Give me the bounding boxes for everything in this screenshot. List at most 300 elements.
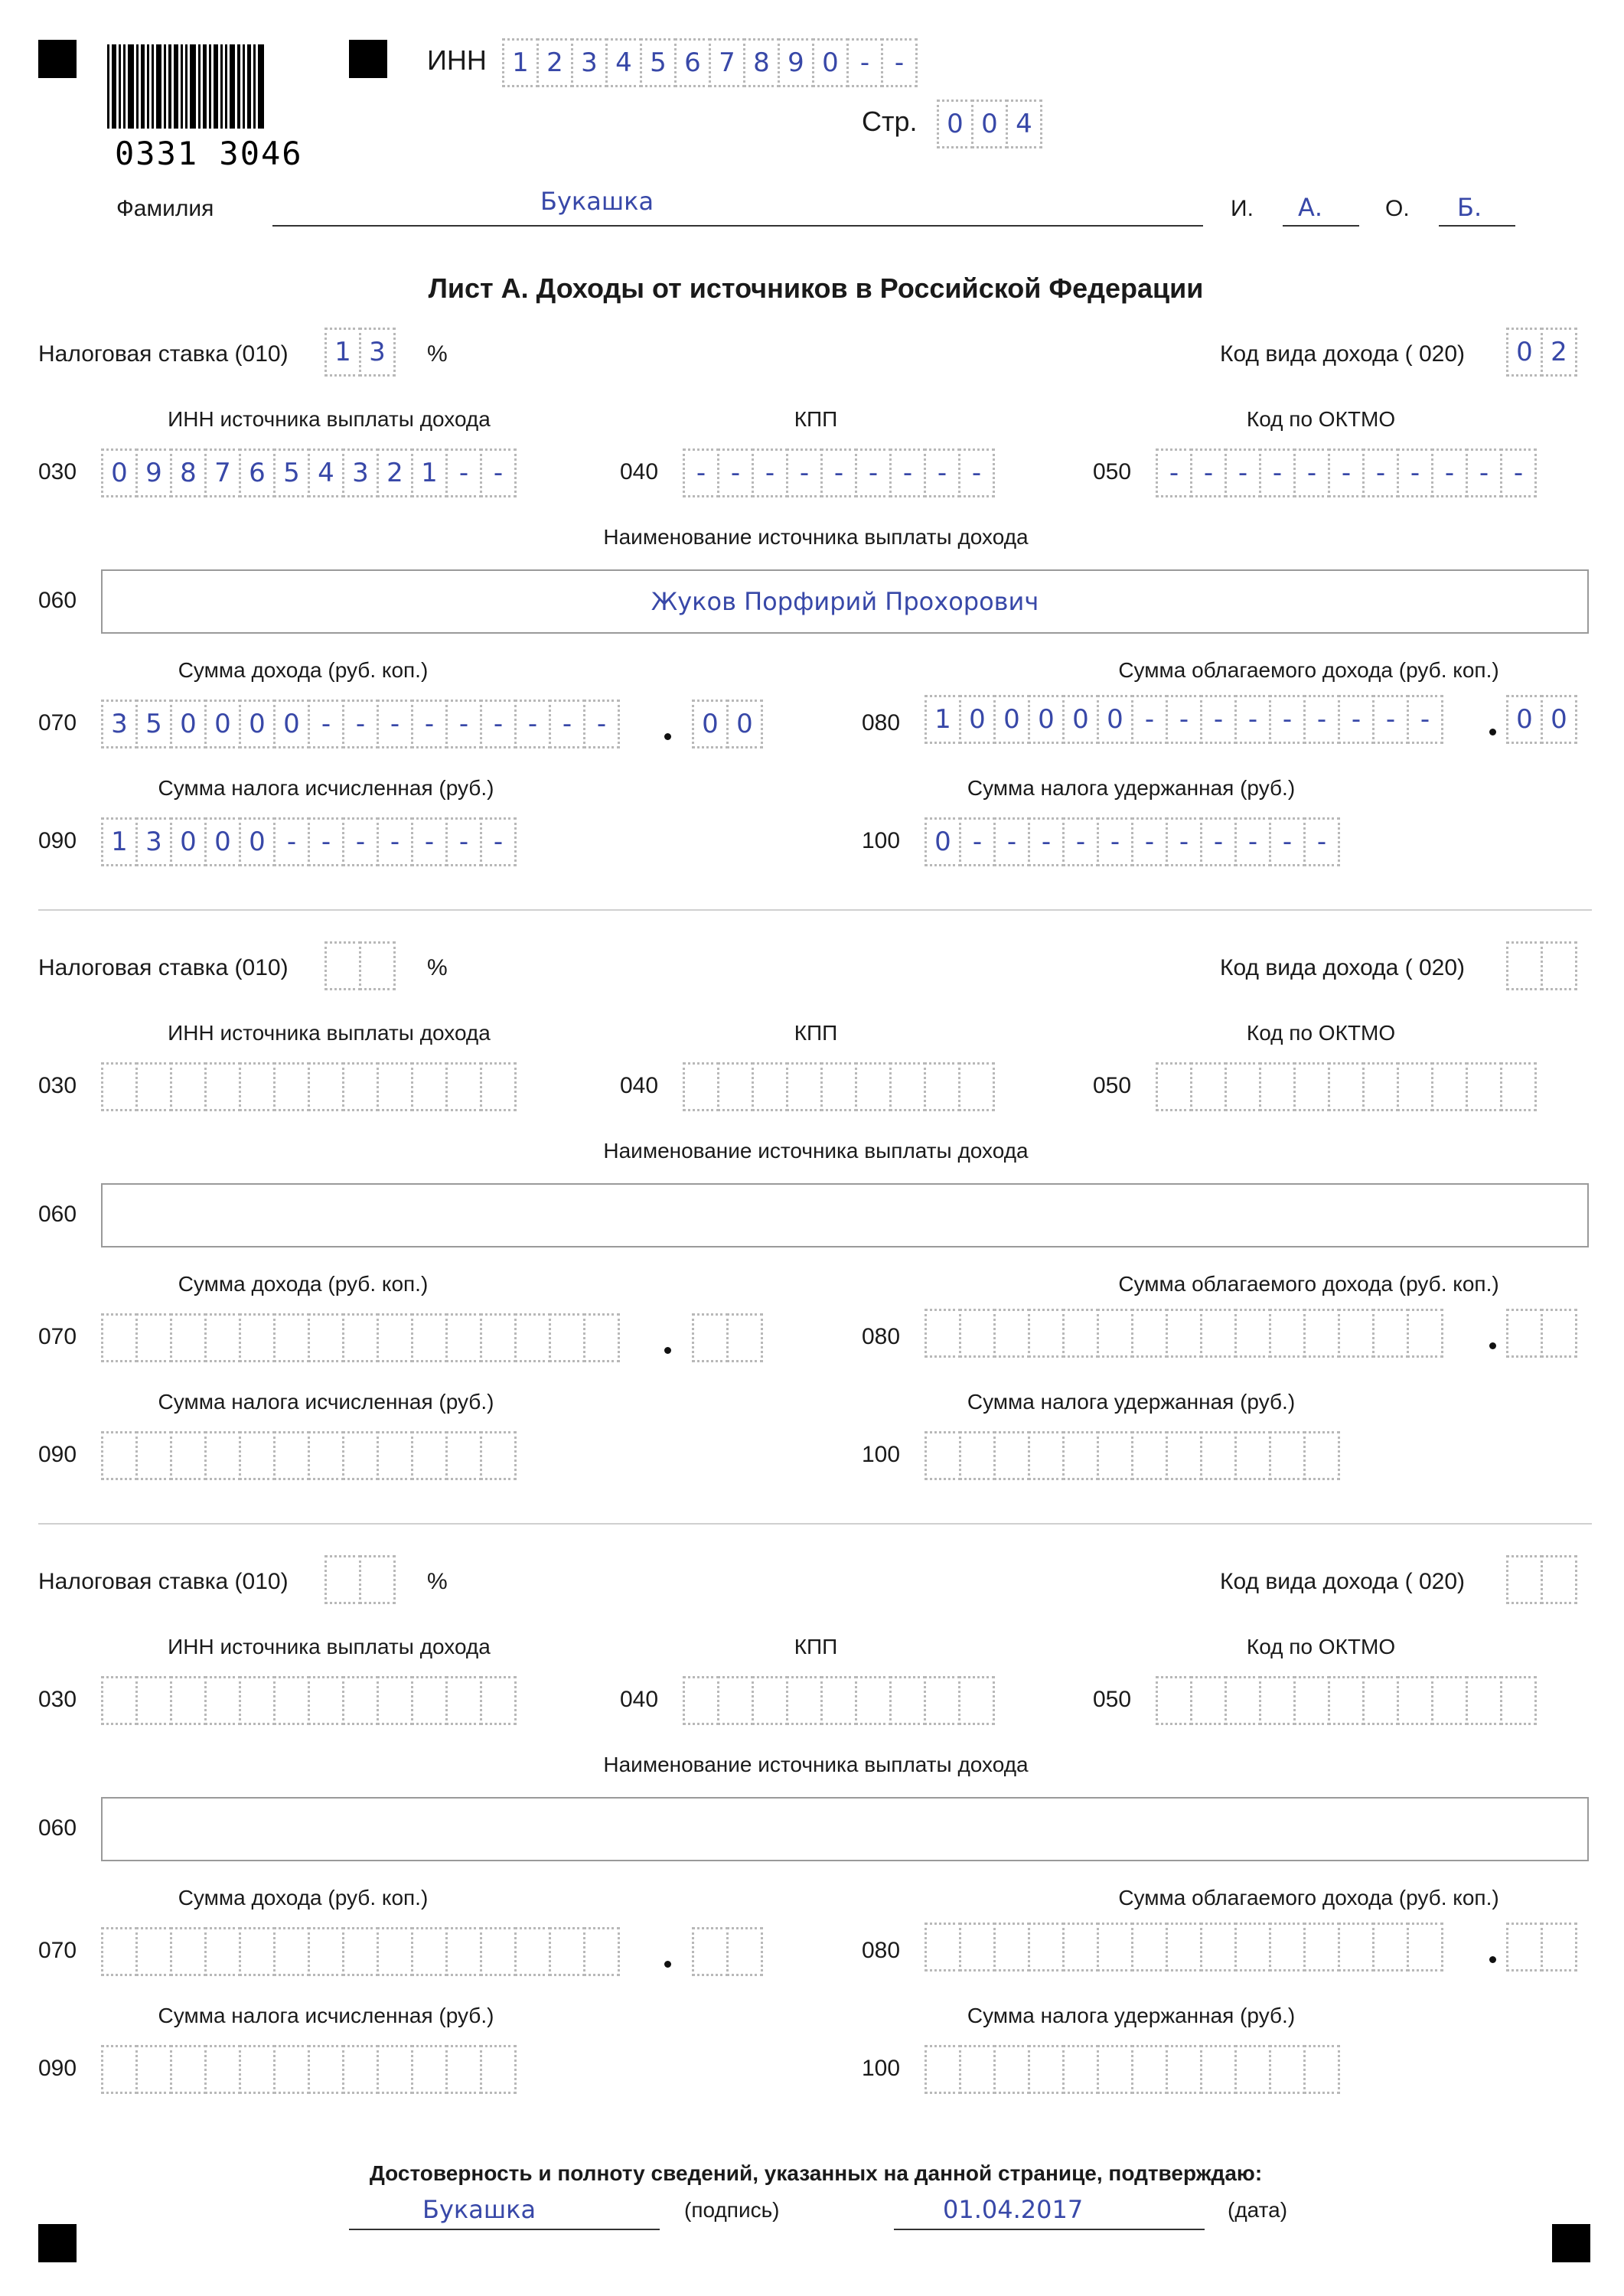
block-1-income-code-cells[interactable] (1506, 328, 1577, 377)
block-1-income-rub-cell[interactable]: 5 (135, 700, 172, 748)
block-1-rate-cell[interactable]: 1 (324, 328, 361, 377)
block-3-source-inn-cell[interactable] (170, 1676, 207, 1725)
block-1-taxable-rub-cell[interactable]: 0 (1097, 695, 1133, 744)
block-2-source-inn-cells[interactable] (101, 1062, 517, 1111)
block-1-income-rub-cell[interactable]: - (480, 700, 517, 748)
block-2-tax-calc-cell[interactable] (135, 1431, 172, 1480)
block-2-oktmo-cell[interactable] (1190, 1062, 1227, 1111)
block-3-income-rub-cell[interactable] (445, 1927, 482, 1976)
block-2-income-code-cell[interactable] (1506, 941, 1543, 990)
block-2-income-rub-cell[interactable] (445, 1313, 482, 1362)
block-3-kpp-cell[interactable] (820, 1676, 857, 1725)
block-1-tax-calc-cell[interactable]: - (308, 817, 344, 866)
block-1-income-rub-cell[interactable]: - (377, 700, 413, 748)
block-1-income-rub-cell[interactable]: - (308, 700, 344, 748)
block-1-income-rub-cell[interactable]: 0 (204, 700, 241, 748)
block-2-oktmo-cell[interactable] (1362, 1062, 1399, 1111)
block-3-income-kop-cell[interactable] (692, 1927, 729, 1976)
block-1-tax-withheld-cell[interactable]: - (993, 817, 1030, 866)
block-3-income-code-cells[interactable] (1506, 1555, 1577, 1604)
block-1-tax-calc-cell[interactable]: 1 (101, 817, 138, 866)
block-2-oktmo-cell[interactable] (1259, 1062, 1296, 1111)
block-1-taxable-rub-cell[interactable]: - (1200, 695, 1237, 744)
block-1-source-inn-cell[interactable]: 8 (170, 448, 207, 497)
block-2-taxable-rub-cell[interactable] (1166, 1309, 1202, 1358)
block-3-tax-calc-cell[interactable] (445, 2045, 482, 2094)
block-2-oktmo-cell[interactable] (1328, 1062, 1365, 1111)
block-1-source-inn-cell[interactable]: - (445, 448, 482, 497)
block-3-income-rub-cell[interactable] (308, 1927, 344, 1976)
block-2-taxable-kop-cell[interactable] (1506, 1309, 1543, 1358)
block-2-tax-withheld-cell[interactable] (993, 1431, 1030, 1480)
block-2-source-inn-cell[interactable] (308, 1062, 344, 1111)
signature-value[interactable]: Букашка (422, 2195, 536, 2224)
block-2-tax-withheld-cell[interactable] (1131, 1431, 1168, 1480)
block-2-kpp-cell[interactable] (924, 1062, 960, 1111)
block-1-tax-calc-cell[interactable]: 0 (239, 817, 276, 866)
block-3-income-rub-cells[interactable] (101, 1927, 620, 1976)
block-3-tax-withheld-cell[interactable] (959, 2045, 996, 2094)
block-1-oktmo-cell[interactable]: - (1397, 448, 1433, 497)
block-1-tax-withheld-cell[interactable]: - (1234, 817, 1271, 866)
block-1-taxable-rub-cell[interactable]: - (1372, 695, 1409, 744)
block-1-tax-calc-cell[interactable]: 0 (170, 817, 207, 866)
page-number-cells[interactable] (937, 99, 1042, 148)
block-3-taxable-rub-cell[interactable] (1028, 1923, 1065, 1971)
block-1-kpp-cell[interactable]: - (820, 448, 857, 497)
inn-cell[interactable]: 8 (743, 38, 780, 87)
block-2-tax-withheld-cell[interactable] (925, 1431, 961, 1480)
block-3-tax-withheld-cell[interactable] (1303, 2045, 1340, 2094)
block-3-source-inn-cell[interactable] (273, 1676, 310, 1725)
block-3-income-rub-cell[interactable] (377, 1927, 413, 1976)
block-2-income-rub-cell[interactable] (411, 1313, 448, 1362)
block-1-source-inn-cell[interactable]: 6 (239, 448, 276, 497)
block-3-tax-calc-cell[interactable] (239, 2045, 276, 2094)
block-1-tax-calc-cell[interactable]: 3 (135, 817, 172, 866)
block-1-source-inn-cell[interactable]: 9 (135, 448, 172, 497)
block-1-oktmo-cells[interactable] (1156, 448, 1537, 497)
block-3-oktmo-cell[interactable] (1156, 1676, 1192, 1725)
block-3-source-inn-cell[interactable] (239, 1676, 276, 1725)
block-2-income-rub-cell[interactable] (135, 1313, 172, 1362)
block-2-kpp-cell[interactable] (889, 1062, 926, 1111)
block-2-taxable-rub-cell[interactable] (993, 1309, 1030, 1358)
block-3-oktmo-cell[interactable] (1466, 1676, 1502, 1725)
block-1-kpp-cell[interactable]: - (924, 448, 960, 497)
block-1-income-code-cell[interactable]: 2 (1541, 328, 1577, 377)
block-3-rate-cell[interactable] (359, 1555, 396, 1604)
block-3-oktmo-cell[interactable] (1225, 1676, 1261, 1725)
inn-cells[interactable] (502, 38, 918, 87)
surname-value[interactable]: Букашка (540, 187, 654, 216)
block-3-tax-calc-cell[interactable] (308, 2045, 344, 2094)
block-2-tax-calc-cells[interactable] (101, 1431, 517, 1480)
block-1-rate-cells[interactable] (324, 328, 396, 377)
block-3-tax-calc-cells[interactable] (101, 2045, 517, 2094)
block-1-oktmo-cell[interactable]: - (1328, 448, 1365, 497)
block-1-tax-withheld-cell[interactable]: - (1200, 817, 1237, 866)
block-3-tax-calc-cell[interactable] (377, 2045, 413, 2094)
block-3-tax-calc-cell[interactable] (135, 2045, 172, 2094)
block-2-income-rub-cell[interactable] (583, 1313, 620, 1362)
block-1-oktmo-cell[interactable]: - (1431, 448, 1468, 497)
block-1-tax-calc-cell[interactable]: - (377, 817, 413, 866)
block-3-income-code-cell[interactable] (1506, 1555, 1543, 1604)
block-2-source-inn-cell[interactable] (239, 1062, 276, 1111)
block-2-taxable-rub-cell[interactable] (925, 1309, 961, 1358)
block-2-oktmo-cell[interactable] (1293, 1062, 1330, 1111)
block-2-source-inn-cell[interactable] (377, 1062, 413, 1111)
block-3-tax-withheld-cell[interactable] (1131, 2045, 1168, 2094)
block-1-tax-withheld-cell[interactable]: - (1303, 817, 1340, 866)
block-1-kpp-cell[interactable]: - (683, 448, 719, 497)
block-2-kpp-cells[interactable] (683, 1062, 995, 1111)
block-3-tax-calc-cell[interactable] (273, 2045, 310, 2094)
block-3-income-rub-cell[interactable] (583, 1927, 620, 1976)
inn-cell[interactable]: 3 (571, 38, 608, 87)
block-1-kpp-cell[interactable]: - (752, 448, 788, 497)
block-2-income-rub-cell[interactable] (342, 1313, 379, 1362)
block-2-income-rub-cell[interactable] (101, 1313, 138, 1362)
block-3-source-inn-cell[interactable] (101, 1676, 138, 1725)
block-3-taxable-rub-cell[interactable] (1303, 1923, 1340, 1971)
block-1-taxable-rub-cell[interactable]: - (1166, 695, 1202, 744)
block-1-oktmo-cell[interactable]: - (1225, 448, 1261, 497)
block-1-income-rub-cell[interactable]: - (342, 700, 379, 748)
block-2-income-rub-cell[interactable] (273, 1313, 310, 1362)
block-3-tax-withheld-cell[interactable] (993, 2045, 1030, 2094)
block-2-kpp-cell[interactable] (683, 1062, 719, 1111)
inn-cell[interactable]: 2 (536, 38, 573, 87)
block-2-income-kop-cell[interactable] (726, 1313, 763, 1362)
block-2-tax-withheld-cell[interactable] (1269, 1431, 1306, 1480)
block-3-source-inn-cells[interactable] (101, 1676, 517, 1725)
block-3-taxable-rub-cells[interactable] (925, 1923, 1443, 1971)
block-1-oktmo-cell[interactable]: - (1466, 448, 1502, 497)
block-3-kpp-cell[interactable] (786, 1676, 823, 1725)
block-3-taxable-rub-cell[interactable] (1234, 1923, 1271, 1971)
block-2-tax-calc-cell[interactable] (101, 1431, 138, 1480)
block-1-oktmo-cell[interactable]: - (1293, 448, 1330, 497)
inn-cell[interactable]: 1 (502, 38, 539, 87)
initial-i-value[interactable]: А. (1298, 193, 1323, 222)
block-1-income-rub-cells[interactable] (101, 700, 620, 748)
block-2-income-rub-cell[interactable] (239, 1313, 276, 1362)
block-2-taxable-rub-cell[interactable] (1407, 1309, 1443, 1358)
block-1-kpp-cell[interactable]: - (717, 448, 754, 497)
block-1-taxable-rub-cell[interactable]: 1 (925, 695, 961, 744)
block-3-tax-calc-cell[interactable] (170, 2045, 207, 2094)
block-3-taxable-rub-cell[interactable] (1200, 1923, 1237, 1971)
block-3-taxable-rub-cell[interactable] (1407, 1923, 1443, 1971)
block-1-income-rub-cell[interactable]: - (445, 700, 482, 748)
block-2-tax-withheld-cell[interactable] (1200, 1431, 1237, 1480)
block-3-income-code-cell[interactable] (1541, 1555, 1577, 1604)
block-3-tax-withheld-cell[interactable] (1166, 2045, 1202, 2094)
block-1-income-rub-cell[interactable]: - (583, 700, 620, 748)
block-3-kpp-cell[interactable] (924, 1676, 960, 1725)
block-3-oktmo-cell[interactable] (1362, 1676, 1399, 1725)
block-3-source-inn-cell[interactable] (204, 1676, 241, 1725)
block-1-income-code-cell[interactable]: 0 (1506, 328, 1543, 377)
block-1-income-rub-cell[interactable]: 3 (101, 700, 138, 748)
block-2-oktmo-cell[interactable] (1156, 1062, 1192, 1111)
block-2-income-kop-cells[interactable] (692, 1313, 763, 1362)
block-1-income-rub-cell[interactable]: 0 (273, 700, 310, 748)
block-3-source-inn-cell[interactable] (342, 1676, 379, 1725)
block-1-tax-calc-cell[interactable]: 0 (204, 817, 241, 866)
block-2-taxable-rub-cell[interactable] (1028, 1309, 1065, 1358)
block-2-taxable-kop-cell[interactable] (1541, 1309, 1577, 1358)
block-1-income-rub-cell[interactable]: 0 (170, 700, 207, 748)
block-3-taxable-rub-cell[interactable] (1097, 1923, 1133, 1971)
block-1-income-kop-cell[interactable]: 0 (692, 700, 729, 748)
block-1-taxable-rub-cell[interactable]: - (1131, 695, 1168, 744)
inn-cell[interactable]: 5 (640, 38, 677, 87)
block-2-source-inn-cell[interactable] (273, 1062, 310, 1111)
block-3-tax-calc-cell[interactable] (101, 2045, 138, 2094)
block-3-taxable-rub-cell[interactable] (1166, 1923, 1202, 1971)
block-1-tax-withheld-cell[interactable]: 0 (925, 817, 961, 866)
block-3-kpp-cell[interactable] (889, 1676, 926, 1725)
block-2-source-inn-cell[interactable] (445, 1062, 482, 1111)
block-1-taxable-rub-cell[interactable]: - (1269, 695, 1306, 744)
block-2-income-rub-cell[interactable] (549, 1313, 585, 1362)
block-3-tax-withheld-cell[interactable] (925, 2045, 961, 2094)
block-3-oktmo-cell[interactable] (1431, 1676, 1468, 1725)
block-3-taxable-rub-cell[interactable] (1131, 1923, 1168, 1971)
block-3-kpp-cell[interactable] (855, 1676, 892, 1725)
block-2-taxable-rub-cell[interactable] (1062, 1309, 1099, 1358)
block-1-taxable-kop-cell[interactable]: 0 (1541, 695, 1577, 744)
block-1-taxable-rub-cell[interactable]: - (1303, 695, 1340, 744)
block-2-income-code-cells[interactable] (1506, 941, 1577, 990)
block-3-kpp-cells[interactable] (683, 1676, 995, 1725)
block-2-tax-calc-cell[interactable] (204, 1431, 241, 1480)
block-2-taxable-rub-cell[interactable] (1372, 1309, 1409, 1358)
block-2-kpp-cell[interactable] (855, 1062, 892, 1111)
block-1-oktmo-cell[interactable]: - (1156, 448, 1192, 497)
block-2-rate-cell[interactable] (324, 941, 361, 990)
block-2-taxable-rub-cells[interactable] (925, 1309, 1443, 1358)
block-3-income-rub-cell[interactable] (239, 1927, 276, 1976)
block-3-taxable-kop-cell[interactable] (1506, 1923, 1543, 1971)
block-1-kpp-cell[interactable]: - (889, 448, 926, 497)
block-3-oktmo-cell[interactable] (1259, 1676, 1296, 1725)
block-2-tax-withheld-cell[interactable] (1062, 1431, 1099, 1480)
block-3-oktmo-cells[interactable] (1156, 1676, 1537, 1725)
block-2-taxable-rub-cell[interactable] (1338, 1309, 1375, 1358)
block-1-taxable-rub-cell[interactable]: - (1407, 695, 1443, 744)
block-3-income-rub-cell[interactable] (342, 1927, 379, 1976)
block-2-source-name-field[interactable] (101, 1183, 1589, 1247)
block-2-kpp-cell[interactable] (752, 1062, 788, 1111)
block-2-tax-withheld-cells[interactable] (925, 1431, 1340, 1480)
block-1-income-rub-cell[interactable]: 0 (239, 700, 276, 748)
block-1-source-inn-cell[interactable]: 2 (377, 448, 413, 497)
block-2-income-code-cell[interactable] (1541, 941, 1577, 990)
block-3-oktmo-cell[interactable] (1397, 1676, 1433, 1725)
block-1-source-inn-cell[interactable]: 3 (342, 448, 379, 497)
block-1-kpp-cell[interactable]: - (786, 448, 823, 497)
block-3-taxable-rub-cell[interactable] (1062, 1923, 1099, 1971)
block-2-income-rub-cell[interactable] (514, 1313, 551, 1362)
block-2-tax-withheld-cell[interactable] (1097, 1431, 1133, 1480)
block-2-tax-withheld-cell[interactable] (1166, 1431, 1202, 1480)
block-1-tax-withheld-cell[interactable]: - (1028, 817, 1065, 866)
block-1-tax-calc-cell[interactable]: - (445, 817, 482, 866)
block-1-source-inn-cell[interactable]: 0 (101, 448, 138, 497)
block-1-tax-calc-cells[interactable] (101, 817, 517, 866)
block-1-tax-withheld-cell[interactable]: - (1131, 817, 1168, 866)
block-2-kpp-cell[interactable] (958, 1062, 995, 1111)
block-1-taxable-rub-cells[interactable] (925, 695, 1443, 744)
block-2-tax-calc-cell[interactable] (308, 1431, 344, 1480)
block-1-source-inn-cell[interactable]: 4 (308, 448, 344, 497)
block-3-income-rub-cell[interactable] (170, 1927, 207, 1976)
block-1-tax-withheld-cell[interactable]: - (1097, 817, 1133, 866)
block-2-income-kop-cell[interactable] (692, 1313, 729, 1362)
block-2-oktmo-cell[interactable] (1500, 1062, 1537, 1111)
block-2-tax-calc-cell[interactable] (445, 1431, 482, 1480)
block-2-source-inn-cell[interactable] (342, 1062, 379, 1111)
block-1-income-kop-cells[interactable] (692, 700, 763, 748)
block-2-tax-withheld-cell[interactable] (1028, 1431, 1065, 1480)
block-1-oktmo-cell[interactable]: - (1362, 448, 1399, 497)
block-2-tax-withheld-cell[interactable] (959, 1431, 996, 1480)
block-1-tax-withheld-cell[interactable]: - (1269, 817, 1306, 866)
block-1-taxable-rub-cell[interactable]: 0 (1028, 695, 1065, 744)
block-2-taxable-kop-cells[interactable] (1506, 1309, 1577, 1358)
inn-cell[interactable]: 0 (812, 38, 849, 87)
block-2-income-rub-cell[interactable] (308, 1313, 344, 1362)
block-3-income-rub-cell[interactable] (411, 1927, 448, 1976)
block-3-taxable-rub-cell[interactable] (925, 1923, 961, 1971)
block-2-oktmo-cell[interactable] (1225, 1062, 1261, 1111)
block-2-kpp-cell[interactable] (786, 1062, 823, 1111)
block-3-income-rub-cell[interactable] (549, 1927, 585, 1976)
block-1-source-name-field[interactable]: Жуков Порфирий Прохорович (101, 569, 1589, 634)
block-3-kpp-cell[interactable] (683, 1676, 719, 1725)
block-1-kpp-cells[interactable] (683, 448, 995, 497)
page-number-cell[interactable]: 4 (1006, 99, 1042, 148)
block-3-oktmo-cell[interactable] (1500, 1676, 1537, 1725)
block-1-income-rub-cell[interactable]: - (514, 700, 551, 748)
block-2-tax-withheld-cell[interactable] (1234, 1431, 1271, 1480)
block-2-taxable-rub-cell[interactable] (1234, 1309, 1271, 1358)
block-2-source-inn-cell[interactable] (411, 1062, 448, 1111)
block-3-source-inn-cell[interactable] (445, 1676, 482, 1725)
block-2-rate-cells[interactable] (324, 941, 396, 990)
block-2-taxable-rub-cell[interactable] (1131, 1309, 1168, 1358)
block-1-tax-withheld-cells[interactable] (925, 817, 1340, 866)
block-3-kpp-cell[interactable] (752, 1676, 788, 1725)
block-2-taxable-rub-cell[interactable] (1269, 1309, 1306, 1358)
block-1-tax-calc-cell[interactable]: - (480, 817, 517, 866)
block-3-taxable-rub-cell[interactable] (1269, 1923, 1306, 1971)
inn-cell[interactable]: 9 (778, 38, 814, 87)
block-3-income-rub-cell[interactable] (273, 1927, 310, 1976)
block-1-oktmo-cell[interactable]: - (1190, 448, 1227, 497)
block-1-income-kop-cell[interactable]: 0 (726, 700, 763, 748)
block-3-tax-withheld-cell[interactable] (1200, 2045, 1237, 2094)
block-3-tax-calc-cell[interactable] (204, 2045, 241, 2094)
block-2-tax-calc-cell[interactable] (480, 1431, 517, 1480)
block-3-tax-withheld-cells[interactable] (925, 2045, 1340, 2094)
block-3-tax-calc-cell[interactable] (342, 2045, 379, 2094)
block-1-oktmo-cell[interactable]: - (1259, 448, 1296, 497)
block-1-kpp-cell[interactable]: - (958, 448, 995, 497)
block-3-income-rub-cell[interactable] (101, 1927, 138, 1976)
block-2-taxable-rub-cell[interactable] (1097, 1309, 1133, 1358)
block-1-tax-withheld-cell[interactable]: - (1062, 817, 1099, 866)
block-2-taxable-rub-cell[interactable] (1303, 1309, 1340, 1358)
block-2-oktmo-cell[interactable] (1466, 1062, 1502, 1111)
block-3-taxable-rub-cell[interactable] (993, 1923, 1030, 1971)
block-1-taxable-rub-cell[interactable]: 0 (1062, 695, 1099, 744)
block-1-taxable-rub-cell[interactable]: - (1338, 695, 1375, 744)
block-3-taxable-kop-cells[interactable] (1506, 1923, 1577, 1971)
block-3-income-rub-cell[interactable] (135, 1927, 172, 1976)
block-3-taxable-rub-cell[interactable] (959, 1923, 996, 1971)
block-2-tax-calc-cell[interactable] (411, 1431, 448, 1480)
block-1-tax-withheld-cell[interactable]: - (1166, 817, 1202, 866)
block-2-income-rub-cell[interactable] (204, 1313, 241, 1362)
block-2-tax-calc-cell[interactable] (170, 1431, 207, 1480)
block-1-oktmo-cell[interactable]: - (1500, 448, 1537, 497)
block-2-oktmo-cell[interactable] (1397, 1062, 1433, 1111)
inn-cell[interactable]: 6 (674, 38, 711, 87)
block-2-income-rub-cell[interactable] (377, 1313, 413, 1362)
block-1-taxable-kop-cells[interactable] (1506, 695, 1577, 744)
block-1-source-inn-cell[interactable]: 7 (204, 448, 241, 497)
block-3-source-inn-cell[interactable] (480, 1676, 517, 1725)
date-value[interactable]: 01.04.2017 (943, 2195, 1084, 2224)
block-2-taxable-rub-cell[interactable] (1200, 1309, 1237, 1358)
inn-cell[interactable]: - (846, 38, 883, 87)
block-2-income-rub-cell[interactable] (480, 1313, 517, 1362)
block-2-rate-cell[interactable] (359, 941, 396, 990)
block-3-oktmo-cell[interactable] (1190, 1676, 1227, 1725)
block-3-income-kop-cell[interactable] (726, 1927, 763, 1976)
inn-cell[interactable]: - (881, 38, 918, 87)
block-1-income-rub-cell[interactable]: - (549, 700, 585, 748)
initial-o-value[interactable]: Б. (1457, 193, 1482, 222)
block-3-taxable-rub-cell[interactable] (1338, 1923, 1375, 1971)
block-3-source-inn-cell[interactable] (308, 1676, 344, 1725)
block-3-tax-calc-cell[interactable] (480, 2045, 517, 2094)
block-1-tax-calc-cell[interactable]: - (411, 817, 448, 866)
block-3-taxable-kop-cell[interactable] (1541, 1923, 1577, 1971)
block-1-tax-withheld-cell[interactable]: - (959, 817, 996, 866)
block-2-tax-calc-cell[interactable] (342, 1431, 379, 1480)
block-1-kpp-cell[interactable]: - (855, 448, 892, 497)
block-2-kpp-cell[interactable] (717, 1062, 754, 1111)
block-3-taxable-rub-cell[interactable] (1372, 1923, 1409, 1971)
block-3-oktmo-cell[interactable] (1293, 1676, 1330, 1725)
block-2-tax-withheld-cell[interactable] (1303, 1431, 1340, 1480)
block-1-taxable-rub-cell[interactable]: 0 (959, 695, 996, 744)
block-2-income-rub-cell[interactable] (170, 1313, 207, 1362)
block-2-income-rub-cells[interactable] (101, 1313, 620, 1362)
block-1-source-inn-cells[interactable] (101, 448, 517, 497)
block-2-tax-calc-cell[interactable] (377, 1431, 413, 1480)
block-3-tax-withheld-cell[interactable] (1028, 2045, 1065, 2094)
block-1-taxable-kop-cell[interactable]: 0 (1506, 695, 1543, 744)
block-3-kpp-cell[interactable] (958, 1676, 995, 1725)
block-3-source-name-field[interactable] (101, 1797, 1589, 1861)
